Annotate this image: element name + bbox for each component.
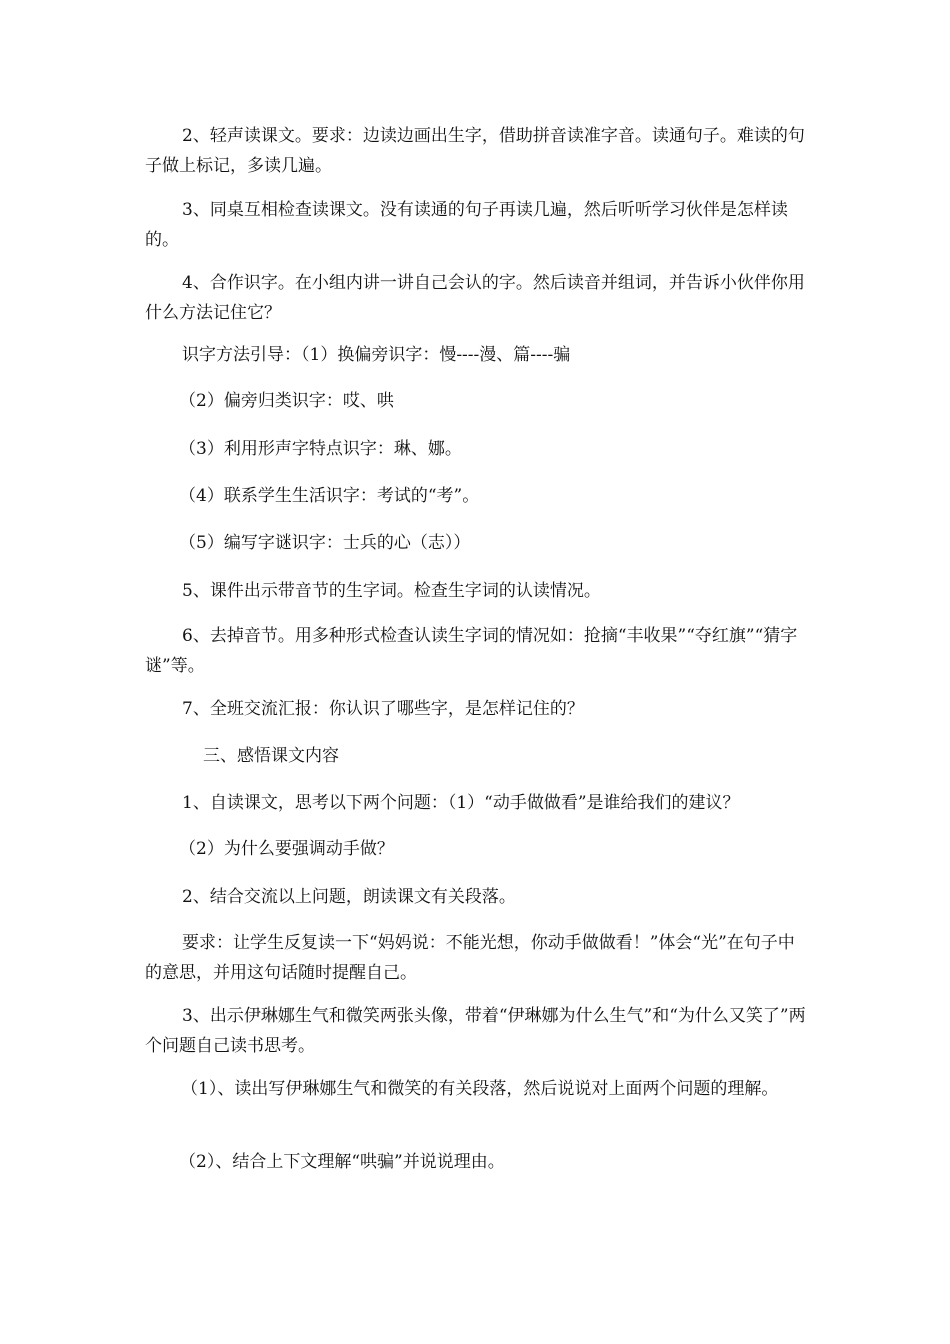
paragraph-method-5: （5）编写字谜识字：士兵的心（志））: [179, 533, 471, 553]
paragraph-step-5: 5、课件出示带音节的生字词。检查生字词的认读情况。: [182, 581, 601, 601]
paragraph-step-7: 7、全班交流汇报：你认识了哪些字，是怎样记住的？: [182, 699, 584, 719]
paragraph-step-3: 3、同桌互相检查读课文。没有读通的句子再读几遍，然后听听学习伙伴是怎样读的。: [145, 200, 788, 250]
section-heading-3: 三、感悟课文内容: [203, 746, 339, 766]
paragraph-requirement: 要求：让学生反复读一下“妈妈说：不能光想，你动手做做看！”体会“光”在句子中的意思，并用这句话随时提醒自己。: [145, 933, 795, 983]
paragraph-method-intro: 识字方法引导：（1）换偏旁识字：慢----漫、篇----骗: [182, 345, 571, 365]
paragraph-read-3: 3、出示伊琳娜生气和微笑两张头像，带着“伊琳娜为什么生气”和“为什么又笑了”两个问题自己读书思考。: [145, 1006, 806, 1056]
paragraph-read-1: 1、自读课文，思考以下两个问题：（1）“动手做做看”是谁给我们的建议？: [182, 793, 740, 813]
paragraph-read-2: 2、结合交流以上问题，朗读课文有关段落。: [182, 887, 516, 907]
paragraph-step-6: 6、去掉音节。用多种形式检查认读生字词的情况如：抢摘“丰收果”“夺红旗”“猜字谜”等。: [145, 626, 798, 676]
paragraph-method-2: （2）偏旁归类识字：哎、哄: [179, 391, 394, 411]
paragraph-method-3: （3）利用形声字特点识字：琳、娜。: [179, 439, 462, 459]
paragraph-step-2: 2、轻声读课文。要求：边读边画出生字，借助拼音读准字音。读通句子。难读的句子做上标记，多读几遍。: [145, 126, 805, 176]
paragraph-sub-2: （2）、结合上下文理解“哄骗”并说说理由。: [179, 1152, 505, 1172]
paragraph-question-2: （2）为什么要强调动手做？: [179, 839, 394, 859]
paragraph-method-4: （4）联系学生生活识字：考试的“考”。: [179, 486, 480, 506]
paragraph-sub-1: （1）、读出写伊琳娜生气和微笑的有关段落，然后说说对上面两个问题的理解。: [181, 1079, 779, 1099]
paragraph-step-4: 4、合作识字。在小组内讲一讲自己会认的字。然后读音并组词，并告诉小伙伴你用什么方法记住它？: [145, 273, 805, 323]
